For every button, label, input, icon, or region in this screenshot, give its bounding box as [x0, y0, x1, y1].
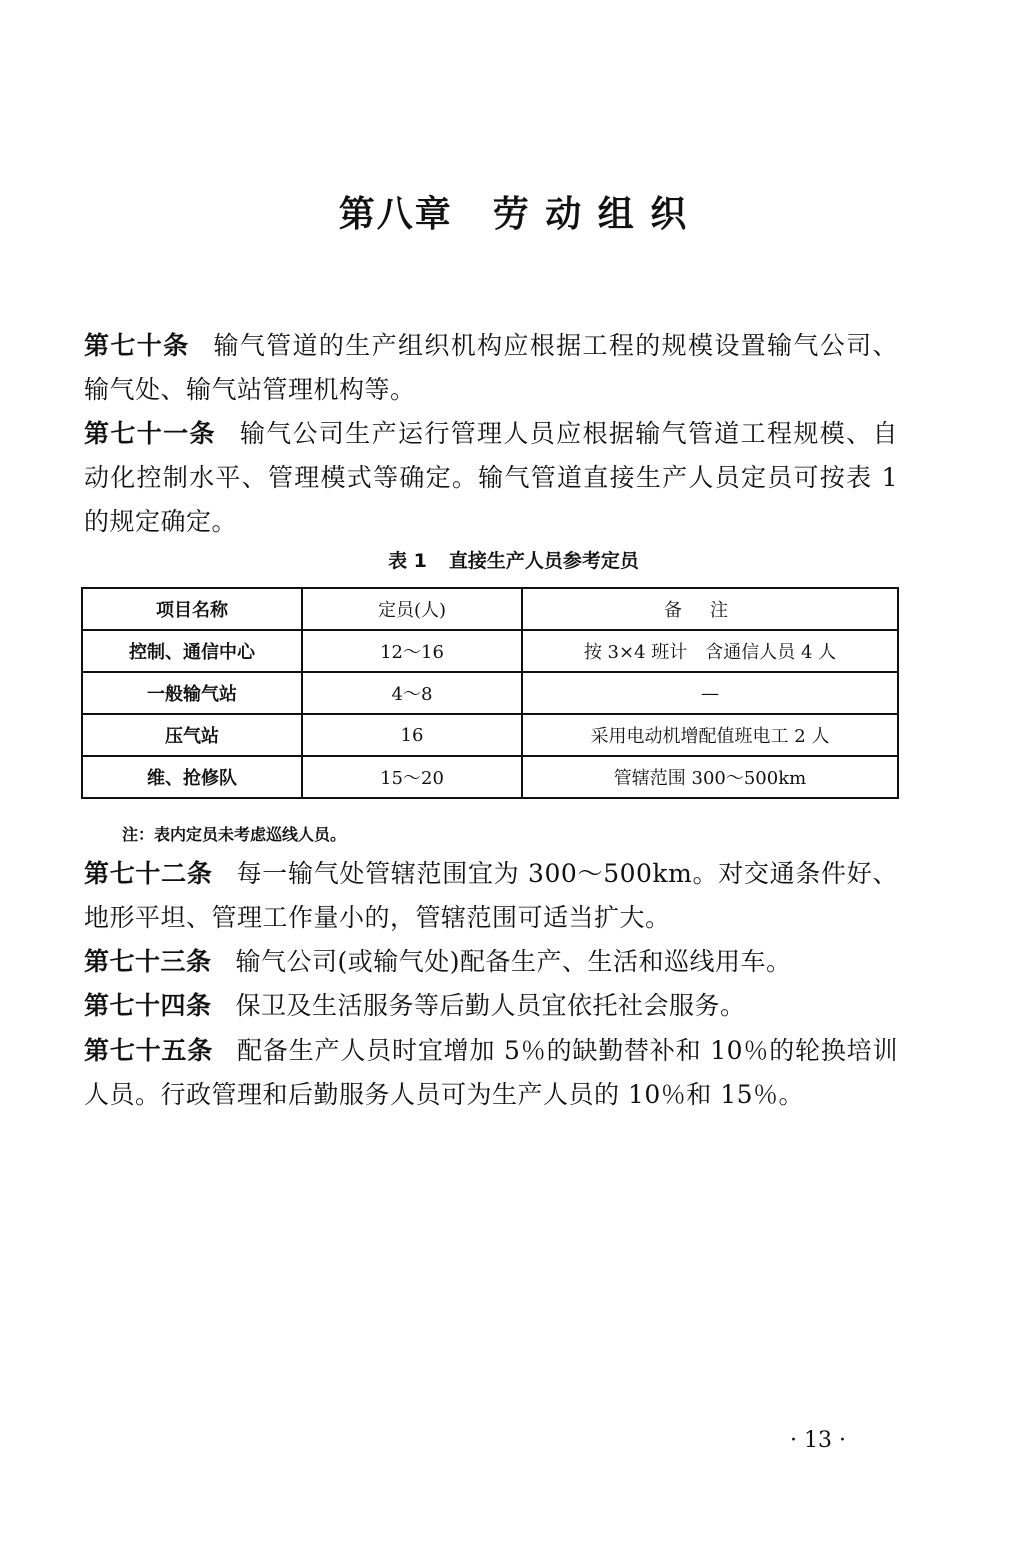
table-caption — [0, 546, 1027, 573]
cell-staff-count: 12～16 — [302, 630, 522, 672]
header-staff-count: 定员(人) — [302, 588, 522, 630]
article-text: 配备生产人员时宜增加 5％的缺勤替补和 10％的轮换培训人员。行政管理和后勤服务人员可为生产人员的 10％和 15％。 — [84, 1036, 898, 1109]
article-label: 第七十二条 — [84, 859, 213, 888]
cell-staff-count: 15～20 — [302, 756, 522, 798]
table-row — [82, 672, 898, 714]
cell-remarks: 采用电动机增配值班电工 2 人 — [522, 714, 898, 756]
table-note: 注：表内定员未考虑巡线人员。 — [122, 825, 347, 844]
article-text: 输气管道的生产组织机构应根据工程的规模设置输气公司、输气处、输气站管理机构等。 — [84, 331, 898, 404]
article-text: 保卫及生活服务等后勤人员宜依托社会服务。 — [235, 991, 746, 1020]
chapter-name: 劳 动 组 织 — [492, 194, 689, 235]
article-70 — [84, 324, 898, 412]
table-header-row — [82, 588, 898, 630]
article-text: 每一输气处管辖范围宜为 300～500km。对交通条件好、地形平坦、管理工作量小的，管辖范围可适当扩大。 — [84, 859, 898, 932]
article-72 — [84, 852, 898, 940]
table-row — [82, 756, 898, 798]
article-71 — [84, 412, 898, 544]
header-project-name: 项目名称 — [82, 588, 302, 630]
header-remarks: 备注 — [522, 588, 898, 630]
cell-staff-count: 16 — [302, 714, 522, 756]
article-label: 第七十条 — [84, 331, 190, 360]
table-row — [82, 714, 898, 756]
cell-project-name: 一般输气站 — [82, 672, 302, 714]
article-label: 第七十四条 — [84, 991, 212, 1020]
cell-remarks: 按 3×4 班计 含通信人员 4 人 — [522, 630, 898, 672]
article-73 — [84, 940, 898, 984]
staffing-table — [81, 587, 899, 799]
cell-project-name: 控制、通信中心 — [82, 630, 302, 672]
article-75 — [84, 1029, 898, 1117]
cell-staff-count: 4～8 — [302, 672, 522, 714]
chapter-title — [0, 186, 1027, 237]
article-label: 第七十五条 — [84, 1036, 214, 1065]
chapter-number: 第八章 — [338, 194, 453, 235]
cell-remarks: — — [522, 672, 898, 714]
table-caption-number: 表 1 — [388, 550, 427, 572]
article-label: 第七十三条 — [84, 947, 212, 976]
article-74 — [84, 984, 898, 1028]
table-row — [82, 630, 898, 672]
article-text: 输气公司生产运行管理人员应根据输气管道工程规模、自动化控制水平、管理模式等确定。输气管道直接生产人员定员可按表 1 的规定确定。 — [84, 419, 898, 536]
article-label: 第七十一条 — [84, 419, 216, 448]
page-number: · 13 · — [790, 1428, 846, 1453]
cell-project-name: 维、抢修队 — [82, 756, 302, 798]
table-caption-title: 直接生产人员参考定员 — [448, 550, 639, 572]
cell-project-name: 压气站 — [82, 714, 302, 756]
cell-remarks: 管辖范围 300～500km — [522, 756, 898, 798]
article-text: 输气公司(或输气处)配备生产、生活和巡线用车。 — [235, 947, 792, 976]
